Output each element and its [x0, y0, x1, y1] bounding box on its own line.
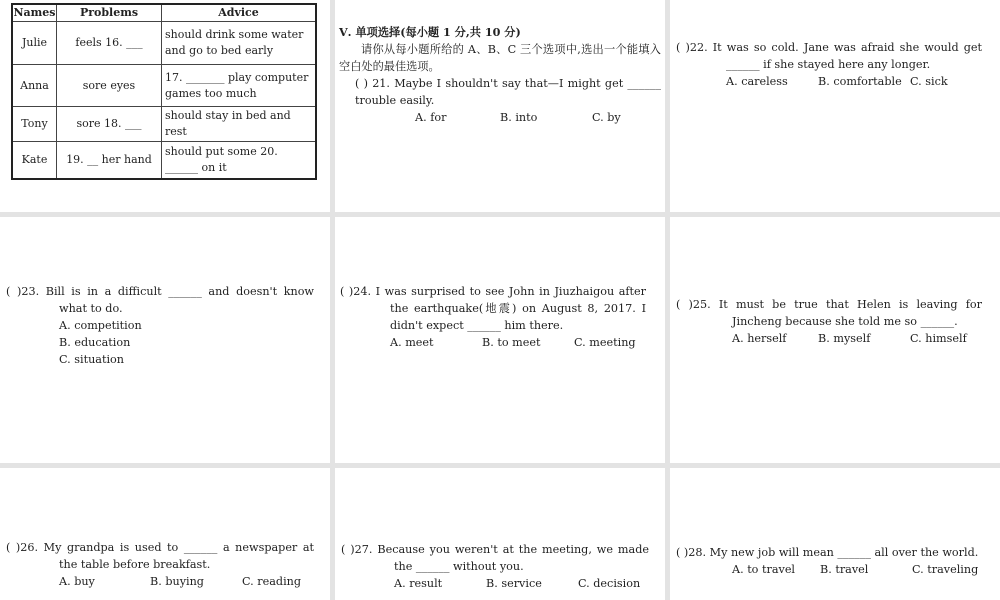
question-stem: It must be true that Helen is leaving for Jincheng because she told me so ______.: [718, 298, 982, 328]
question-22: [676, 39, 982, 90]
table-row: [12, 107, 316, 142]
option-a: A. careless: [726, 75, 788, 88]
panel-table: [0, 0, 330, 212]
cell-name: Kate: [12, 141, 57, 179]
option-a: A. herself: [732, 332, 787, 345]
cell-advice: should stay in bed and rest: [162, 107, 317, 142]
table-row: [12, 22, 316, 65]
cell-name: Julie: [12, 22, 57, 65]
option-a: A. result: [394, 577, 443, 590]
cell-advice: 17. _______ play computer games too much: [162, 65, 317, 107]
panel-q23: [0, 217, 330, 463]
cell-advice: should drink some water and go to bed early: [162, 22, 317, 65]
option-b: B. comfortable: [818, 75, 902, 88]
question-options: [676, 561, 984, 578]
advice-table: [11, 3, 317, 180]
question-27: [341, 541, 649, 592]
question-options: [6, 317, 314, 368]
option-c: C. meeting: [574, 336, 636, 349]
header-problems: Problems: [57, 4, 162, 22]
question-prefix: ( )28.: [676, 546, 710, 559]
panel-q22: [670, 0, 1000, 212]
question-options: [341, 575, 649, 592]
question-options: [340, 334, 646, 351]
question-prefix: ( ) 21.: [355, 77, 395, 90]
panel-q25: [670, 217, 1000, 463]
panel-q27: [335, 468, 665, 600]
question-stem: My grandpa is used to ______ a newspaper at the table before breakfast.: [43, 541, 315, 571]
question-prefix: ( )25.: [676, 298, 719, 311]
option-c: C. sick: [910, 75, 948, 88]
header-names: Names: [12, 4, 57, 22]
section-block: [339, 24, 661, 126]
option-b: B. education: [59, 336, 131, 349]
question-options: [676, 73, 982, 90]
option-a: A. meet: [390, 336, 434, 349]
question-23: [6, 283, 314, 368]
option-b: B. buying: [150, 575, 204, 588]
panel-q28: [670, 468, 1000, 600]
option-a: A. for: [415, 111, 447, 124]
option-c: C. reading: [242, 575, 302, 588]
cell-problem: 19. __ her hand: [57, 141, 162, 179]
option-c: C. decision: [578, 577, 641, 590]
question-26: [6, 539, 314, 590]
table-row: [12, 141, 316, 179]
option-c: C. situation: [59, 353, 124, 366]
header-advice: Advice: [162, 4, 317, 22]
section-instruction: 请你从每小题所给的 A、B、C 三个选项中,选出一个能填入空白处的最佳选项。: [339, 43, 661, 73]
option-b: B. myself: [818, 332, 871, 345]
question-stem: My new job will mean ______ all over the world.: [709, 546, 979, 559]
option-c: C. traveling: [912, 563, 979, 576]
question-stem: It was so cold. Jane was afraid she would get ______ if she stayed here any longer.: [712, 41, 982, 71]
question-24: [340, 283, 646, 351]
option-c: C. by: [592, 111, 621, 124]
option-b: B. to meet: [482, 336, 541, 349]
question-prefix: ( )24.: [340, 285, 376, 298]
option-b: B. into: [500, 111, 538, 124]
question-28: [676, 544, 984, 578]
question-stem: Because you weren't at the meeting, we made the ______ without you.: [377, 543, 649, 573]
question-options: [676, 330, 982, 347]
cell-problem: feels 16. ___: [57, 22, 162, 65]
question-21: [339, 75, 661, 109]
cell-problem: sore 18. ___: [57, 107, 162, 142]
option-a: A. competition: [59, 319, 142, 332]
option-a: A. buy: [59, 575, 95, 588]
question-stem: Maybe I shouldn't say that—I might get ______ trouble easily.: [355, 77, 661, 107]
section-title: Ⅴ. 单项选择(每小题 1 分,共 10 分): [339, 25, 521, 39]
question-prefix: ( )27.: [341, 543, 378, 556]
panel-q26: [0, 468, 330, 600]
table-header-row: [12, 4, 316, 22]
question-stem: I was surprised to see John in Jiuzhaigou after the earthquake(地震) on August 8, 2017. I didn't expect ______ him there.: [375, 285, 646, 332]
question-prefix: ( )23.: [6, 285, 46, 298]
question-prefix: ( )22.: [676, 41, 713, 54]
option-a: A. to travel: [732, 563, 796, 576]
cell-problem: sore eyes: [57, 65, 162, 107]
cell-name: Tony: [12, 107, 57, 142]
question-options: [6, 573, 314, 590]
panel-q21: [335, 0, 665, 212]
question-stem: Bill is in a difficult ______ and doesn't know what to do.: [45, 285, 315, 315]
cell-name: Anna: [12, 65, 57, 107]
panel-q24: [335, 217, 665, 463]
option-b: B. travel: [820, 563, 869, 576]
question-25: [676, 296, 982, 347]
table-row: [12, 65, 316, 107]
option-c: C. himself: [910, 332, 967, 345]
cell-advice: should put some 20. ______ on it: [162, 141, 317, 179]
question-prefix: ( )26.: [6, 541, 44, 554]
question-options: [339, 109, 661, 126]
option-b: B. service: [486, 577, 542, 590]
